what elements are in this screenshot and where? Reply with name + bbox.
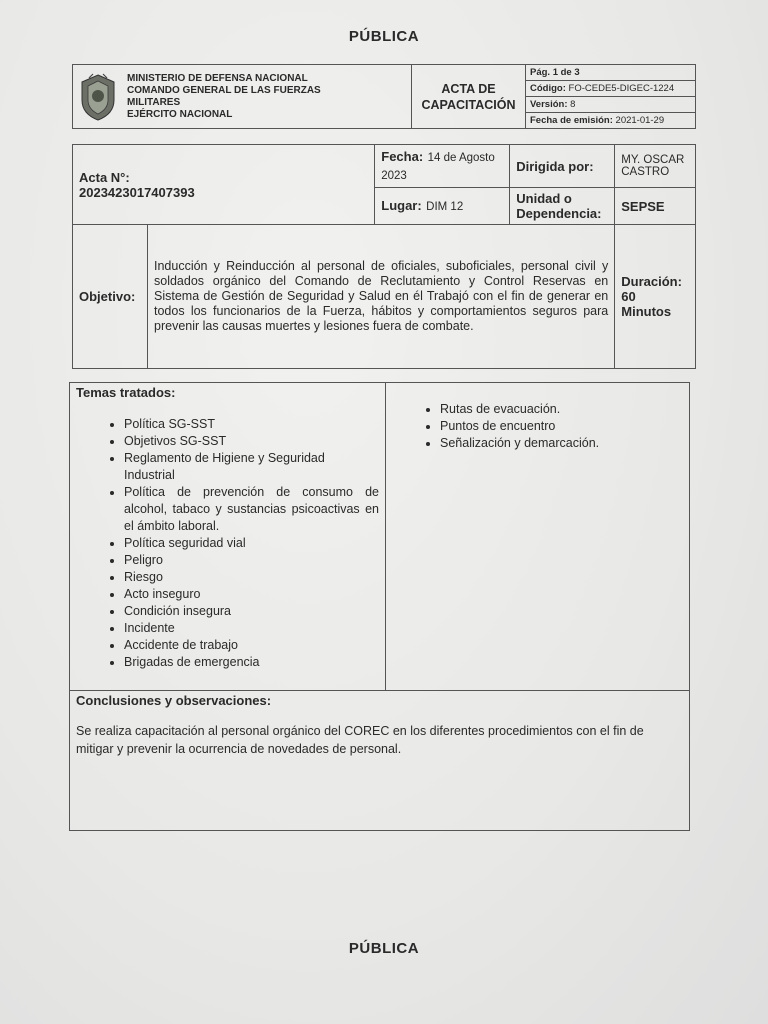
org-line-1: MINISTERIO DE DEFENSA NACIONAL [127,72,308,84]
conclusions-cell [70,691,690,831]
directed-by-label: Dirigida por: [510,145,615,188]
list-item: • Política de prevención de consumo de alcohol, tabaco y sustancias psicoactivas en el ámbito laboral. [124,484,379,535]
acta-number: 2023423017407393 [79,184,195,200]
page-number: Pág. 1 de 3 [526,65,696,81]
document-header [72,64,696,129]
list-item: • Incidente [124,620,379,637]
topics-list-left [76,416,379,671]
directed-by-value: MY. OSCAR CASTRO [615,145,696,188]
topics-left-cell [70,383,386,691]
unit-value: SEPSE [615,188,696,225]
place-label: Lugar: [381,198,422,213]
place-cell [375,188,510,225]
army-emblem-icon [77,72,119,122]
topics-table [69,382,690,831]
list-item: • Puntos de encuentro [440,418,683,435]
place-value: DIM 12 [426,201,464,213]
list-item: • Condición insegura [124,603,379,620]
list-item: • Accidente de trabajo [124,637,379,654]
objective-cell [148,225,615,369]
objective-text: Inducción y Reinducción al personal de oficiales, suboficiales, personal civil y soldados orgánico del Comando de Reclutamiento y Control Reservas en Sistema de Gestión de Seguridad y Salud en él Trabajó con el fin de generar en todos los funcionarios de la Fuerza, hábitos y comportamientos seguros para prevenir las causas muertes y lesiones fuera de combate. [154,259,609,333]
date-year: 2023 [381,170,407,182]
objective-label: Objetivo: [73,225,148,369]
list-item: • Rutas de evacuación. [440,401,683,418]
topics-list-right [392,401,683,452]
topics-right-cell [386,383,690,691]
title-line-2: CAPACITACIÓN [421,97,516,112]
topics-title: Temas tratados: [76,385,176,400]
org-line-4: EJÉRCITO NACIONAL [127,108,233,120]
unit-label: Unidad o Dependencia: [510,188,615,225]
list-item: • Acto inseguro [124,586,379,603]
conclusions-text: Se realiza capacitación al personal orgánico del COREC en los diferentes procedimientos con el fin de mitigar y prevenir la ocurrencia de novedades de personal. [76,724,644,756]
duration: Duración: 60 Minutos [615,225,696,369]
document-code: Código: FO-CEDE5-DIGEC-1224 [526,81,696,97]
classification-footer: PÚBLICA [348,940,420,957]
acta-number-cell [73,145,375,225]
issue-date: Fecha de emisión: 2021-01-29 [526,113,696,129]
list-item: • Brigadas de emergencia [124,654,379,671]
list-item: • Política seguridad vial [124,535,379,552]
title-line-1: ACTA DE [441,81,496,96]
conclusions-title: Conclusiones y observaciones: [76,693,272,708]
organization-cell [73,65,412,129]
document-version: Versión: 8 [526,97,696,113]
list-item: • Política SG-SST [124,416,379,433]
list-item: • Reglamento de Higiene y Seguridad Industrial [124,450,379,484]
list-item: • Riesgo [124,569,379,586]
classification-header: PÚBLICA [348,28,420,45]
list-item: • Señalización y demarcación. [440,435,683,452]
list-item: • Objetivos SG-SST [124,433,379,450]
date-label: Fecha: [381,149,424,164]
date-value: 14 de Agosto [427,152,495,164]
acta-label: Acta N°: [79,169,130,185]
date-cell [375,145,510,188]
org-line-3: MILITARES [127,96,181,108]
list-item: • Peligro [124,552,379,569]
document-title [412,65,526,129]
org-line-2: COMANDO GENERAL DE LAS FUERZAS [127,84,321,96]
meeting-info-table [72,144,696,369]
